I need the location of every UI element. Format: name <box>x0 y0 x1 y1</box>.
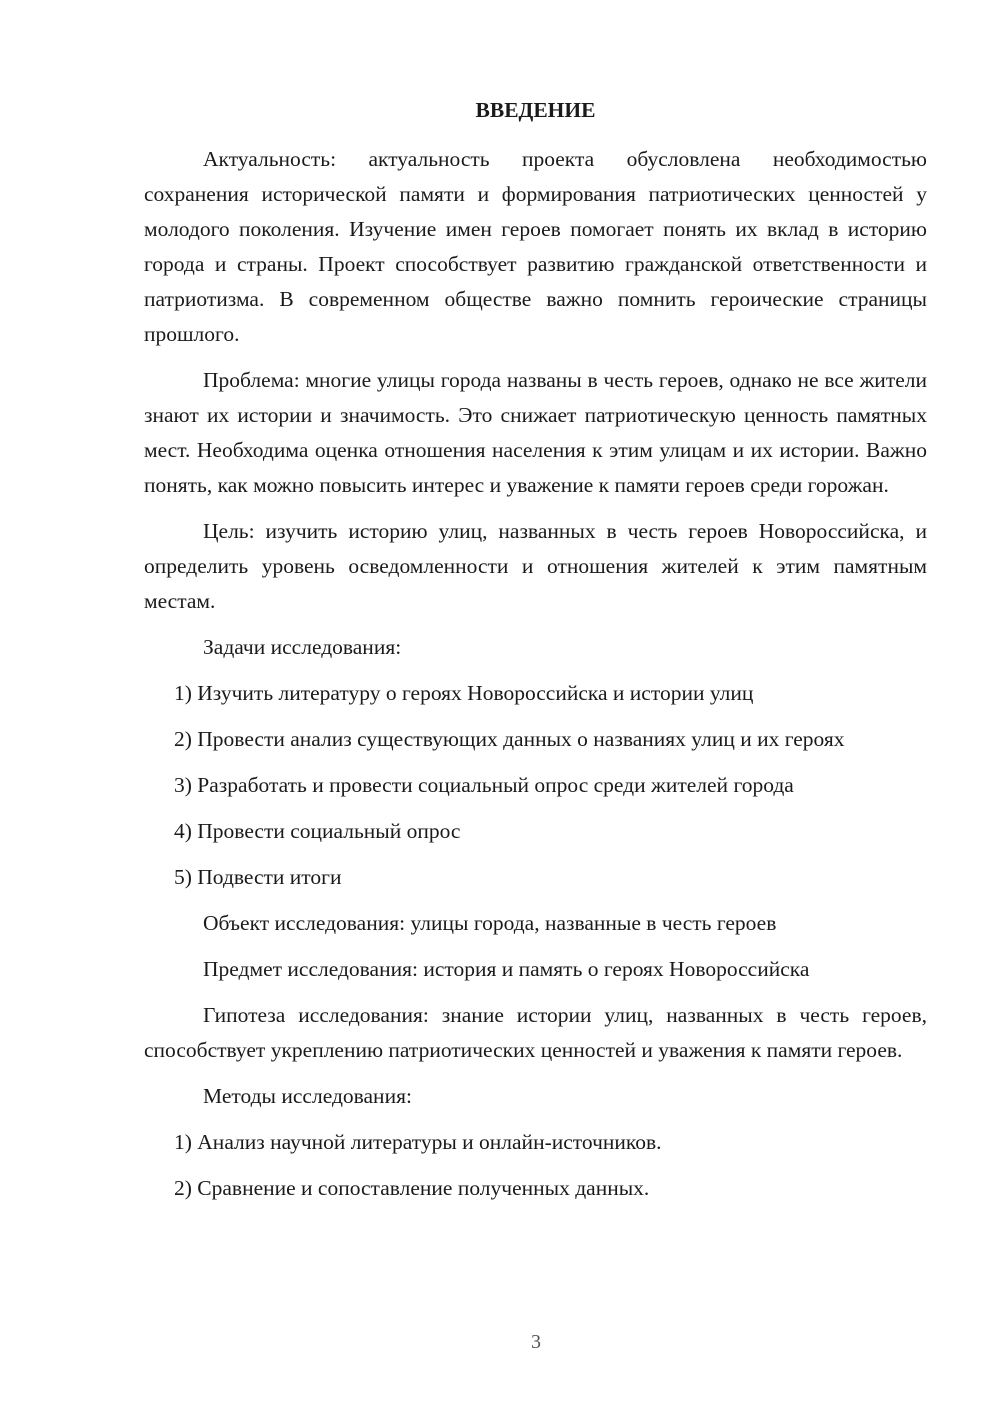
tasks-heading: Задачи исследования: <box>203 635 402 659</box>
section-title: ВВЕДЕНИЕ <box>475 98 596 122</box>
task-item: 4) Провести социальный опрос <box>174 819 461 843</box>
object-paragraph: Объект исследования: улицы города, названные в честь героев <box>203 911 777 935</box>
method-item: 1) Анализ научной литературы и онлайн-источников. <box>174 1130 662 1154</box>
task-item: 3) Разработать и провести социальный опрос среди жителей города <box>174 773 794 797</box>
method-item: 2) Сравнение и сопоставление полученных данных. <box>174 1176 650 1200</box>
page-number: 3 <box>531 1331 541 1353</box>
task-item: 5) Подвести итоги <box>174 865 342 889</box>
hypothesis-paragraph: Гипотеза исследования: знание истории улиц, названных в честь героев, способствует укреплению патриотических ценностей и уважения к памяти героев. <box>144 1003 927 1062</box>
relevance-paragraph: Актуальность: актуальность проекта обусловлена необходимостью сохранения исторической памяти и формирования патриотических ценностей у молодого поколения. Изучение имен героев помогает понять их вклад в историю города и страны. Проект способствует развитию гражданской ответственности и патриотизма. В современном обществе важно помнить героические страницы прошлого. <box>144 147 927 346</box>
problem-paragraph: Проблема: многие улицы города названы в честь героев, однако не все жители знают их истории и значимость. Это снижает патриотическую ценность памятных мест. Необходима оценка отношения населения к этим улицам и их истории. Важно понять, как можно повысить интерес и уважение к памяти героев среди горожан. <box>144 368 927 497</box>
subject-paragraph: Предмет исследования: история и память о героях Новороссийска <box>203 957 810 981</box>
task-item: 2) Провести анализ существующих данных о названиях улиц и их героях <box>174 727 845 751</box>
goal-paragraph: Цель: изучить историю улиц, названных в честь героев Новороссийска, и определить уровень осведомленности и отношения жителей к этим памятным местам. <box>144 519 927 613</box>
methods-heading: Методы исследования: <box>203 1084 412 1108</box>
document-page <box>144 92 927 1217</box>
task-item: 1) Изучить литературу о героях Новороссийска и истории улиц <box>174 681 754 705</box>
